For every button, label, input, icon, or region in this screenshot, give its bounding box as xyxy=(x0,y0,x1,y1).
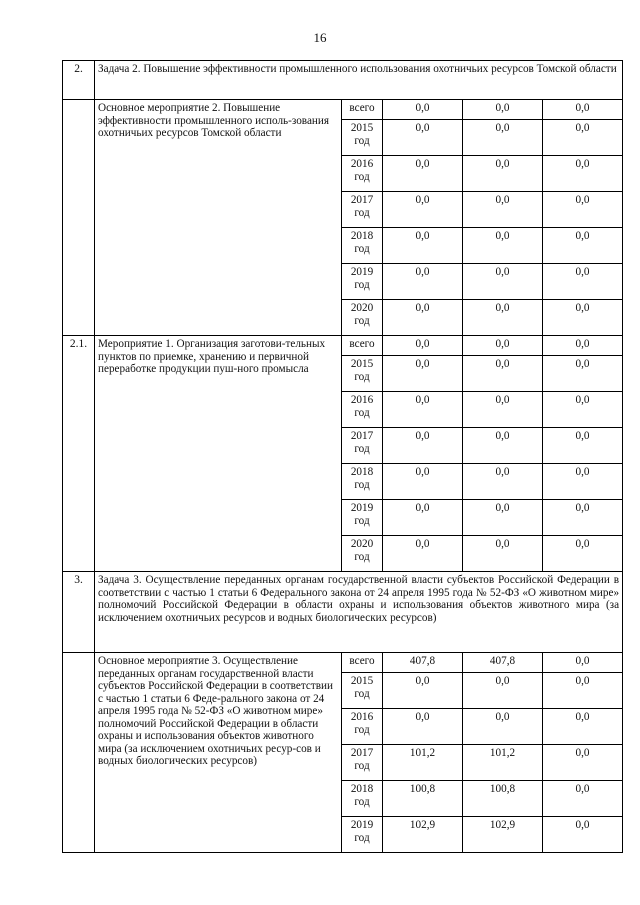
value-cell-3: 0,0 xyxy=(543,392,623,428)
value-cell-3: 0,0 xyxy=(543,536,623,572)
year-cell: 2015 год xyxy=(342,356,383,392)
value-cell-1: 0,0 xyxy=(383,464,463,500)
value-cell-3: 0,0 xyxy=(543,192,623,228)
value-cell-1: 102,9 xyxy=(383,817,463,853)
value-cell-2: 0,0 xyxy=(463,673,543,709)
value-cell-3: 0,0 xyxy=(543,356,623,392)
value-cell-3: 0,0 xyxy=(543,653,623,673)
year-cell: 2016 год xyxy=(342,709,383,745)
measure-title: Основное мероприятие 3. Осуществление переданных органам государственной власти субъектов Российской Федерации в соответствии с частью 1 статьи 6 Феде-рального закона от 24 апреля 1995 года № 52-ФЗ «О животном мире» полномочий Российской Федерации в области охраны и использования объектов животного мира (за исключением охотничьих ресур-сов и водных биологических ресурсов) xyxy=(95,653,342,853)
value-cell-1: 0,0 xyxy=(383,673,463,709)
value-cell-1: 0,0 xyxy=(383,536,463,572)
value-cell-3: 0,0 xyxy=(543,781,623,817)
value-cell-3: 0,0 xyxy=(543,300,623,336)
value-cell-2: 0,0 xyxy=(463,120,543,156)
task-title: Задача 3. Осуществление переданных органам государственной власти субъектов Российской Федерации в соответствии с частью 1 статьи 6 Федерального закона от 24 апреля 1995 года № 52-ФЗ «О животном мире» полномочий Российской Федерации в области охраны и использования объектов животного мира (за исключением охотничьих ресурсов и водных биологических ресурсов) xyxy=(95,572,623,653)
value-cell-1: 0,0 xyxy=(383,500,463,536)
value-cell-3: 0,0 xyxy=(543,100,623,120)
value-cell-1: 0,0 xyxy=(383,392,463,428)
row-number: 3. xyxy=(63,572,95,653)
year-cell: 2019 год xyxy=(342,264,383,300)
page-number: 16 xyxy=(313,30,327,45)
measure-title: Основное мероприятие 2. Повышение эффективности промышленного исполь-зования охотничьих ресурсов Томской области xyxy=(95,100,342,336)
value-cell-1: 0,0 xyxy=(383,300,463,336)
value-cell-2: 407,8 xyxy=(463,653,543,673)
value-cell-3: 0,0 xyxy=(543,156,623,192)
value-cell-1: 0,0 xyxy=(383,100,463,120)
task-title: Задача 2. Повышение эффективности промышленного использования охотничьих ресурсов Томской области xyxy=(95,61,623,100)
value-cell-1: 0,0 xyxy=(383,120,463,156)
value-cell-3: 0,0 xyxy=(543,500,623,536)
value-cell-2: 100,8 xyxy=(463,781,543,817)
task-row xyxy=(63,61,623,100)
year-cell: 2017 год xyxy=(342,428,383,464)
program-table-body xyxy=(63,61,623,853)
year-cell: 2016 год xyxy=(342,156,383,192)
value-cell-2: 0,0 xyxy=(463,536,543,572)
year-cell: 2015 год xyxy=(342,120,383,156)
year-cell: 2017 год xyxy=(342,745,383,781)
value-cell-2: 0,0 xyxy=(463,192,543,228)
year-cell: всего xyxy=(342,100,383,120)
year-cell: 2019 год xyxy=(342,500,383,536)
value-cell-1: 0,0 xyxy=(383,192,463,228)
value-cell-2: 102,9 xyxy=(463,817,543,853)
value-cell-1: 0,0 xyxy=(383,156,463,192)
table-row xyxy=(63,336,623,356)
value-cell-1: 0,0 xyxy=(383,228,463,264)
value-cell-2: 0,0 xyxy=(463,392,543,428)
program-table xyxy=(62,60,623,853)
year-cell: 2018 год xyxy=(342,781,383,817)
row-number: 2. xyxy=(63,61,95,100)
row-number: 2.1. xyxy=(63,336,95,572)
year-cell: всего xyxy=(342,653,383,673)
value-cell-3: 0,0 xyxy=(543,228,623,264)
year-cell: 2020 год xyxy=(342,536,383,572)
value-cell-2: 0,0 xyxy=(463,464,543,500)
value-cell-1: 0,0 xyxy=(383,709,463,745)
year-cell: всего xyxy=(342,336,383,356)
value-cell-2: 0,0 xyxy=(463,156,543,192)
table-row xyxy=(63,100,623,120)
year-cell: 2017 год xyxy=(342,192,383,228)
value-cell-2: 0,0 xyxy=(463,100,543,120)
value-cell-3: 0,0 xyxy=(543,817,623,853)
value-cell-3: 0,0 xyxy=(543,120,623,156)
row-number xyxy=(63,100,95,336)
value-cell-2: 0,0 xyxy=(463,428,543,464)
value-cell-3: 0,0 xyxy=(543,428,623,464)
row-number xyxy=(63,653,95,853)
year-cell: 2020 год xyxy=(342,300,383,336)
value-cell-2: 0,0 xyxy=(463,356,543,392)
value-cell-2: 0,0 xyxy=(463,264,543,300)
value-cell-3: 0,0 xyxy=(543,745,623,781)
value-cell-3: 0,0 xyxy=(543,464,623,500)
table-row xyxy=(63,653,623,673)
value-cell-3: 0,0 xyxy=(543,336,623,356)
value-cell-3: 0,0 xyxy=(543,264,623,300)
measure-title: Мероприятие 1. Организация заготови-тельных пунктов по приемке, хранению и первичной переработке продукции пуш-ного промысла xyxy=(95,336,342,572)
year-cell: 2016 год xyxy=(342,392,383,428)
value-cell-2: 0,0 xyxy=(463,709,543,745)
value-cell-2: 101,2 xyxy=(463,745,543,781)
value-cell-3: 0,0 xyxy=(543,673,623,709)
year-cell: 2015 год xyxy=(342,673,383,709)
value-cell-2: 0,0 xyxy=(463,336,543,356)
value-cell-3: 0,0 xyxy=(543,709,623,745)
value-cell-2: 0,0 xyxy=(463,300,543,336)
value-cell-1: 407,8 xyxy=(383,653,463,673)
value-cell-2: 0,0 xyxy=(463,500,543,536)
year-cell: 2019 год xyxy=(342,817,383,853)
value-cell-1: 0,0 xyxy=(383,356,463,392)
value-cell-1: 0,0 xyxy=(383,264,463,300)
year-cell: 2018 год xyxy=(342,228,383,264)
value-cell-1: 100,8 xyxy=(383,781,463,817)
task-row xyxy=(63,572,623,653)
value-cell-1: 0,0 xyxy=(383,428,463,464)
value-cell-2: 0,0 xyxy=(463,228,543,264)
value-cell-1: 101,2 xyxy=(383,745,463,781)
year-cell: 2018 год xyxy=(342,464,383,500)
value-cell-1: 0,0 xyxy=(383,336,463,356)
